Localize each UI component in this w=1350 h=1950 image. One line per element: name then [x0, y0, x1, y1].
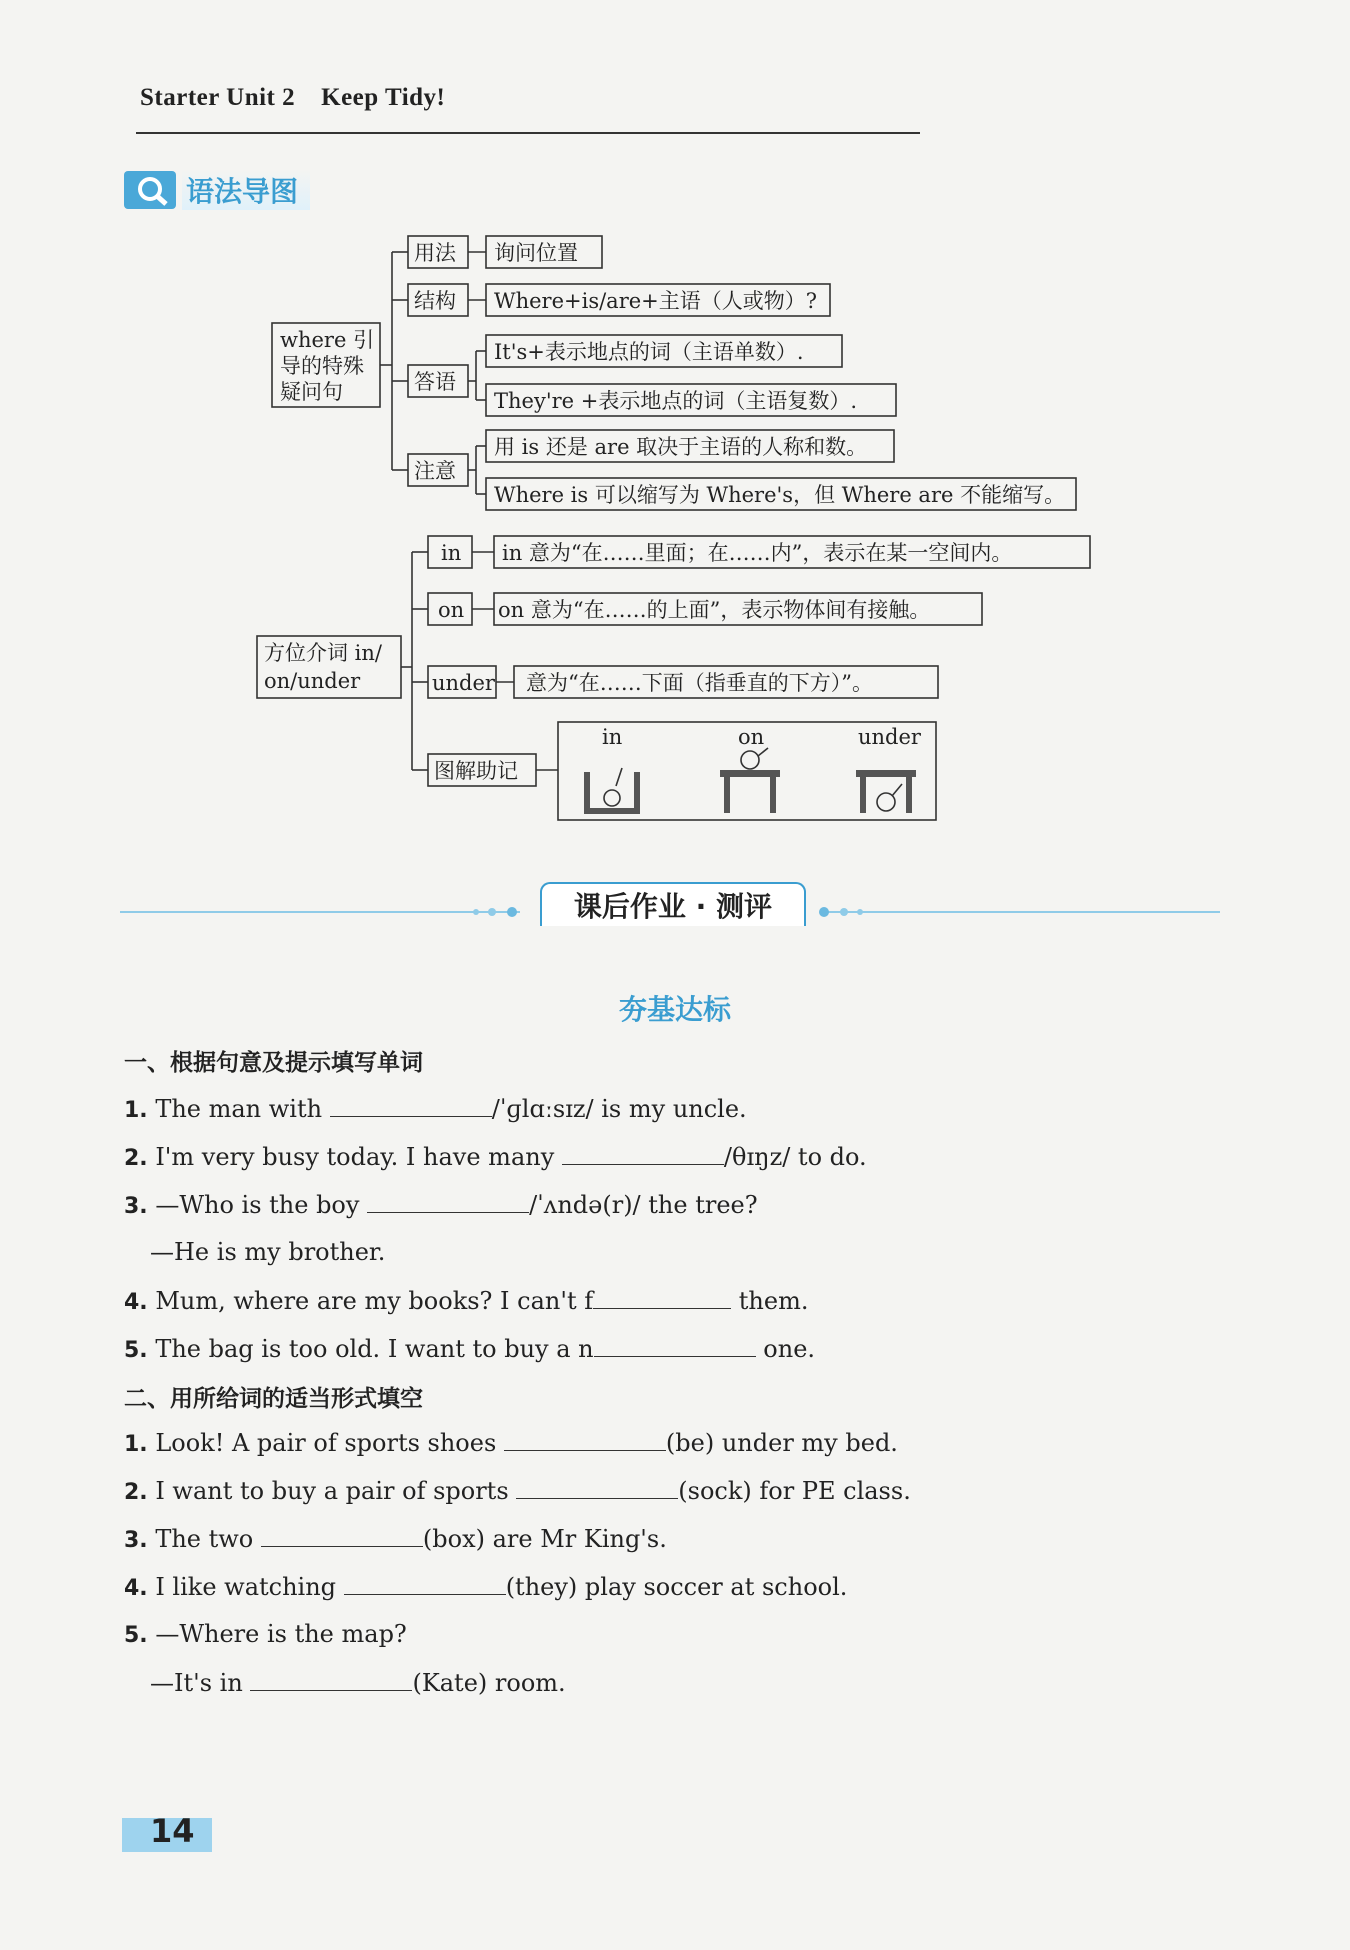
- part1-heading: 一、根据句意及提示填写单词: [124, 1050, 423, 1076]
- grammar-mindmap-1: [0, 0, 1350, 840]
- p1-question-3-reply: —He is my brother.: [150, 1238, 386, 1266]
- branch-on: on: [438, 598, 465, 622]
- leaf-in: in 意为“在……里面；在……内”，表示在某一空间内。: [502, 541, 1013, 565]
- p1-question-3: 3. —Who is the boy /ˈʌndə(r)/ the tree?: [124, 1191, 758, 1219]
- answer-blank[interactable]: [250, 1668, 412, 1691]
- p2-question-1: 1. Look! A pair of sports shoes (be) under my bed.: [124, 1429, 898, 1457]
- leaf-answer-plural: They're +表示地点的词（主语复数）.: [494, 389, 858, 413]
- homework-banner: 课后作业 · 测评: [540, 882, 806, 926]
- map1-root-line2: 导的特殊: [280, 354, 364, 378]
- answer-blank[interactable]: [330, 1094, 492, 1117]
- diagram-label-in: in: [602, 725, 623, 749]
- p1-question-4: 4. Mum, where are my books? I can't f them.: [124, 1287, 809, 1315]
- branch-usage: 用法: [414, 241, 456, 265]
- p2-question-2: 2. I want to buy a pair of sports (sock) for PE class.: [124, 1477, 911, 1505]
- answer-blank[interactable]: [594, 1334, 756, 1357]
- diagram-label-under: under: [858, 725, 921, 749]
- leaf-under: 意为“在……下面（指垂直的下方）”。: [526, 671, 873, 695]
- map1-root-line1: where 引: [280, 328, 375, 352]
- p1-question-1: 1. The man with /ˈɡlɑːsɪz/ is my uncle.: [124, 1095, 747, 1123]
- answer-blank[interactable]: [593, 1286, 731, 1309]
- branch-structure: 结构: [414, 289, 456, 313]
- section-subtitle: 夯基达标: [618, 993, 731, 1026]
- p2-question-3: 3. The two (box) are Mr King's.: [124, 1525, 667, 1553]
- branch-in: in: [441, 541, 462, 565]
- page-number: 14: [122, 1818, 212, 1852]
- leaf-usage: 询问位置: [494, 241, 578, 265]
- diagram-label-on: on: [738, 725, 765, 749]
- part2-heading: 二、用所给词的适当形式填空: [124, 1386, 423, 1412]
- p1-question-5: 5. The bag is too old. I want to buy a n one.: [124, 1335, 816, 1363]
- branch-note: 注意: [414, 459, 456, 483]
- unit-title: Keep Tidy!: [321, 84, 446, 111]
- p2-question-5: 5. —Where is the map?: [124, 1620, 407, 1648]
- leaf-on: on 意为“在……的上面”，表示物体间有接触。: [498, 598, 931, 622]
- answer-blank[interactable]: [367, 1190, 529, 1213]
- p2-question-5-reply: —It's in (Kate) room.: [150, 1669, 566, 1697]
- answer-blank[interactable]: [562, 1142, 724, 1165]
- leaf-note-contraction: Where is 可以缩写为 Where's，但 Where are 不能缩写。: [494, 483, 1066, 507]
- diagram-on-icon: [720, 748, 780, 813]
- branch-diagram: 图解助记: [434, 759, 518, 783]
- diagram-under-icon: [856, 770, 916, 813]
- branch-under: under: [432, 671, 495, 695]
- p2-question-4: 4. I like watching (they) play soccer at school.: [124, 1573, 848, 1601]
- map1-root-line3: 疑问句: [280, 380, 343, 404]
- diagram-in-icon: [584, 768, 640, 814]
- answer-blank[interactable]: [344, 1572, 506, 1595]
- leaf-note-is-are: 用 is 还是 are 取决于主语的人称和数。: [494, 435, 868, 459]
- leaf-answer-singular: It's+表示地点的词（主语单数）.: [494, 340, 804, 364]
- leaf-structure: Where+is/are+主语（人或物）?: [494, 289, 818, 313]
- unit-label: Starter Unit 2: [140, 84, 296, 111]
- p1-question-2: 2. I'm very busy today. I have many /θɪŋz/ to do.: [124, 1143, 867, 1171]
- answer-blank[interactable]: [504, 1428, 666, 1451]
- answer-blank[interactable]: [516, 1476, 678, 1499]
- answer-blank[interactable]: [261, 1524, 423, 1547]
- section-title: 语法导图: [182, 170, 310, 210]
- map2-root-line2: on/under: [264, 669, 361, 693]
- branch-answer: 答语: [414, 370, 456, 394]
- map2-root-line1: 方位介词 in/: [264, 641, 382, 665]
